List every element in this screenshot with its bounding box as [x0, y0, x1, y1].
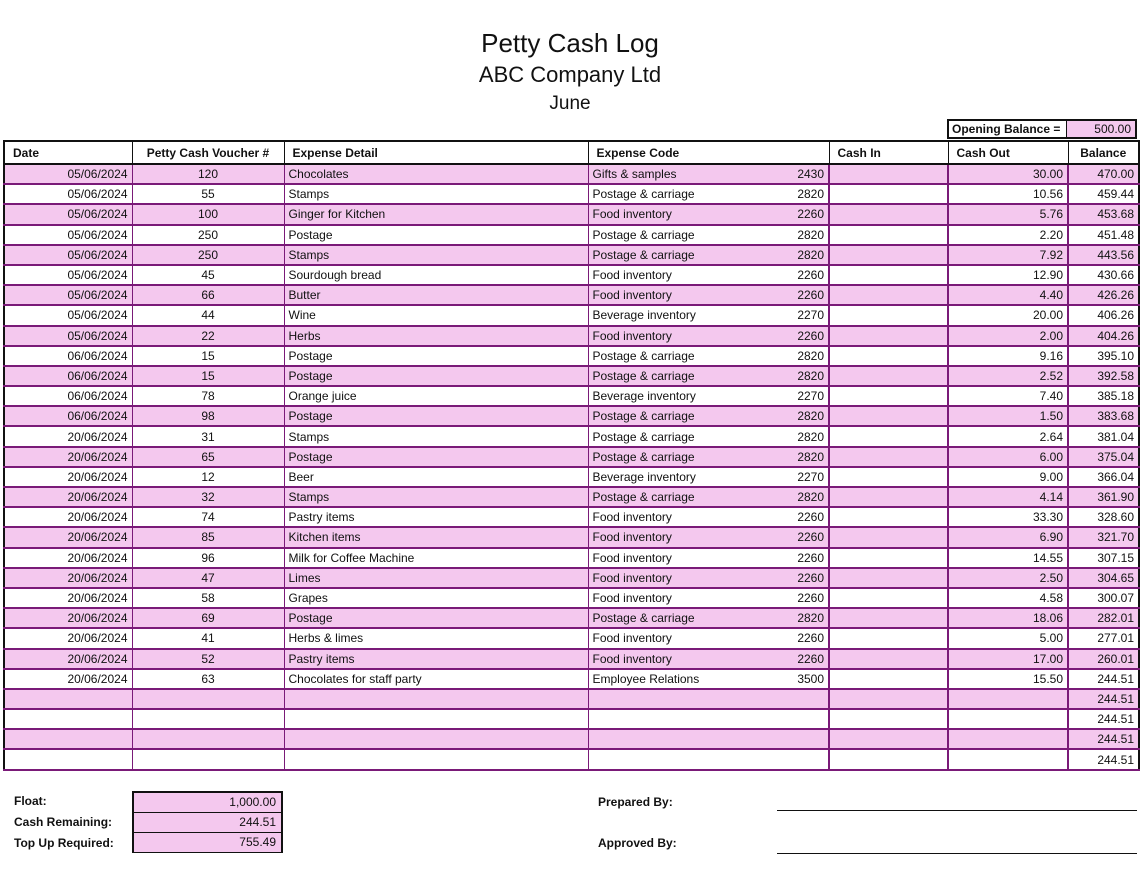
cell-balance: 470.00 — [1068, 164, 1139, 184]
cell-cash-out: 17.00 — [948, 649, 1068, 669]
cell-date: 20/06/2024 — [4, 426, 132, 446]
cell-detail — [284, 709, 588, 729]
table-body — [4, 164, 1139, 770]
prepared-by-line — [777, 810, 1137, 811]
cash-remaining-value: 244.51 — [134, 813, 281, 833]
cell-expense-code: 2260 — [778, 649, 829, 669]
cell-cash-in — [829, 467, 948, 487]
cell-expense-category: Food inventory — [588, 204, 778, 224]
cell-cash-out: 2.52 — [948, 366, 1068, 386]
cell-cash-out: 2.50 — [948, 568, 1068, 588]
cell-voucher: 58 — [132, 588, 284, 608]
cell-expense-category: Postage & carriage — [588, 225, 778, 245]
cell-expense-code: 2820 — [778, 608, 829, 628]
cell-expense-code: 2820 — [778, 487, 829, 507]
table-row — [4, 386, 1139, 406]
cell-voucher: 98 — [132, 406, 284, 426]
cell-detail: Stamps — [284, 487, 588, 507]
cell-voucher: 96 — [132, 548, 284, 568]
cell-expense-code: 2820 — [778, 346, 829, 366]
col-header-code: Expense Code — [588, 141, 829, 164]
cell-expense-code: 2260 — [778, 548, 829, 568]
cell-detail: Orange juice — [284, 386, 588, 406]
cell-cash-out: 9.16 — [948, 346, 1068, 366]
cell-detail — [284, 689, 588, 709]
cell-date: 20/06/2024 — [4, 527, 132, 547]
cell-cash-in — [829, 426, 948, 446]
cell-cash-in — [829, 487, 948, 507]
cell-expense-code: 2260 — [778, 265, 829, 285]
cell-cash-out: 4.14 — [948, 487, 1068, 507]
table-row — [4, 326, 1139, 346]
cell-expense-category: Food inventory — [588, 527, 778, 547]
cell-expense-category: Beverage inventory — [588, 386, 778, 406]
cell-cash-out: 18.06 — [948, 608, 1068, 628]
cell-balance: 244.51 — [1068, 709, 1139, 729]
cell-expense-code: 2820 — [778, 245, 829, 265]
cell-expense-category: Postage & carriage — [588, 366, 778, 386]
cell-date: 05/06/2024 — [4, 184, 132, 204]
cell-expense-code: 2260 — [778, 507, 829, 527]
cell-balance: 277.01 — [1068, 628, 1139, 648]
cell-balance: 406.26 — [1068, 305, 1139, 325]
cell-balance: 244.51 — [1068, 669, 1139, 689]
cell-detail: Stamps — [284, 245, 588, 265]
col-header-cash-in: Cash In — [829, 141, 948, 164]
cell-cash-in — [829, 568, 948, 588]
cash-remaining-label: Cash Remaining: — [14, 815, 113, 829]
cell-cash-out: 5.00 — [948, 628, 1068, 648]
cell-voucher — [132, 749, 284, 769]
cell-expense-category: Postage & carriage — [588, 447, 778, 467]
float-value: 1,000.00 — [134, 793, 281, 813]
cell-expense-category: Beverage inventory — [588, 305, 778, 325]
table-row — [4, 487, 1139, 507]
top-up-label: Top Up Required: — [14, 836, 114, 850]
cell-voucher: 78 — [132, 386, 284, 406]
cell-cash-out — [948, 729, 1068, 749]
cell-detail: Butter — [284, 285, 588, 305]
cell-voucher — [132, 709, 284, 729]
cell-balance: 426.26 — [1068, 285, 1139, 305]
col-header-balance: Balance — [1068, 141, 1139, 164]
cell-detail: Wine — [284, 305, 588, 325]
cell-balance: 244.51 — [1068, 729, 1139, 749]
cell-voucher: 250 — [132, 225, 284, 245]
cell-date: 20/06/2024 — [4, 467, 132, 487]
cell-expense-code: 2820 — [778, 366, 829, 386]
cell-expense-category: Employee Relations — [588, 669, 778, 689]
cell-cash-in — [829, 346, 948, 366]
cell-expense-category: Postage & carriage — [588, 346, 778, 366]
cell-detail: Ginger for Kitchen — [284, 204, 588, 224]
cell-balance: 244.51 — [1068, 689, 1139, 709]
table-row — [4, 749, 1139, 769]
table-row — [4, 305, 1139, 325]
cell-voucher: 32 — [132, 487, 284, 507]
cell-voucher: 66 — [132, 285, 284, 305]
report-month: June — [549, 93, 591, 114]
cell-voucher: 69 — [132, 608, 284, 628]
cell-balance: 260.01 — [1068, 649, 1139, 669]
cell-cash-out: 6.00 — [948, 447, 1068, 467]
col-header-cash-out: Cash Out — [948, 141, 1068, 164]
cell-date: 05/06/2024 — [4, 245, 132, 265]
company-name: ABC Company Ltd — [478, 62, 662, 87]
cell-cash-out: 15.50 — [948, 669, 1068, 689]
cell-expense-category: Food inventory — [588, 628, 778, 648]
cell-cash-in — [829, 669, 948, 689]
cell-date: 20/06/2024 — [4, 669, 132, 689]
cell-cash-out: 5.76 — [948, 204, 1068, 224]
cell-date: 20/06/2024 — [4, 487, 132, 507]
cell-expense-category — [588, 709, 778, 729]
cell-balance: 321.70 — [1068, 527, 1139, 547]
cell-date: 20/06/2024 — [4, 548, 132, 568]
cell-expense-category: Postage & carriage — [588, 426, 778, 446]
cell-detail: Limes — [284, 568, 588, 588]
cell-voucher: 74 — [132, 507, 284, 527]
cell-cash-in — [829, 749, 948, 769]
cell-cash-out: 2.64 — [948, 426, 1068, 446]
cell-detail: Stamps — [284, 184, 588, 204]
cell-detail: Postage — [284, 346, 588, 366]
cell-cash-out: 6.90 — [948, 527, 1068, 547]
cell-cash-in — [829, 527, 948, 547]
cell-cash-out: 30.00 — [948, 164, 1068, 184]
cell-cash-in — [829, 285, 948, 305]
cell-cash-in — [829, 184, 948, 204]
cell-expense-category: Food inventory — [588, 568, 778, 588]
cell-balance: 282.01 — [1068, 608, 1139, 628]
cell-expense-code: 2260 — [778, 527, 829, 547]
cell-expense-category — [588, 729, 778, 749]
cell-balance: 361.90 — [1068, 487, 1139, 507]
cell-balance: 381.04 — [1068, 426, 1139, 446]
cell-cash-in — [829, 709, 948, 729]
cell-cash-out — [948, 749, 1068, 769]
approved-by-line — [777, 853, 1137, 854]
cell-date: 06/06/2024 — [4, 346, 132, 366]
cell-cash-out: 2.20 — [948, 225, 1068, 245]
cell-date: 05/06/2024 — [4, 265, 132, 285]
cell-cash-in — [829, 447, 948, 467]
table-row — [4, 608, 1139, 628]
cell-date: 20/06/2024 — [4, 568, 132, 588]
cell-expense-category — [588, 749, 778, 769]
table-row — [4, 366, 1139, 386]
float-label: Float: — [14, 794, 47, 808]
cell-cash-in — [829, 608, 948, 628]
cell-cash-in — [829, 326, 948, 346]
col-header-detail: Expense Detail — [284, 141, 588, 164]
cell-expense-code: 2260 — [778, 204, 829, 224]
table-row — [4, 184, 1139, 204]
cell-cash-out: 9.00 — [948, 467, 1068, 487]
cell-cash-in — [829, 588, 948, 608]
cell-date: 05/06/2024 — [4, 204, 132, 224]
cell-cash-out: 33.30 — [948, 507, 1068, 527]
cell-expense-category: Postage & carriage — [588, 406, 778, 426]
cell-date: 06/06/2024 — [4, 386, 132, 406]
cell-cash-in — [829, 689, 948, 709]
cell-expense-code — [778, 749, 829, 769]
table-row — [4, 669, 1139, 689]
cell-voucher: 47 — [132, 568, 284, 588]
cell-expense-category: Postage & carriage — [588, 608, 778, 628]
cell-balance: 385.18 — [1068, 386, 1139, 406]
cell-date: 20/06/2024 — [4, 507, 132, 527]
cell-detail: Postage — [284, 447, 588, 467]
cell-date: 05/06/2024 — [4, 285, 132, 305]
cell-voucher: 250 — [132, 245, 284, 265]
cell-detail: Chocolates for staff party — [284, 669, 588, 689]
cell-detail — [284, 749, 588, 769]
table-row — [4, 548, 1139, 568]
col-header-date: Date — [4, 141, 132, 164]
cell-voucher: 12 — [132, 467, 284, 487]
cell-voucher: 15 — [132, 346, 284, 366]
opening-balance-label: Opening Balance = — [947, 119, 1067, 139]
cell-expense-category: Food inventory — [588, 507, 778, 527]
opening-balance-value: 500.00 — [1067, 119, 1137, 139]
cell-date — [4, 749, 132, 769]
cell-expense-code: 2270 — [778, 386, 829, 406]
cell-date: 06/06/2024 — [4, 366, 132, 386]
cell-cash-in — [829, 406, 948, 426]
cell-expense-category: Beverage inventory — [588, 467, 778, 487]
cell-detail: Postage — [284, 366, 588, 386]
table-row — [4, 406, 1139, 426]
cell-cash-out: 12.90 — [948, 265, 1068, 285]
cell-balance: 395.10 — [1068, 346, 1139, 366]
cell-voucher — [132, 689, 284, 709]
cell-voucher: 55 — [132, 184, 284, 204]
cell-detail: Pastry items — [284, 649, 588, 669]
cell-expense-category — [588, 689, 778, 709]
table-row — [4, 507, 1139, 527]
cell-cash-out: 7.40 — [948, 386, 1068, 406]
cell-voucher: 85 — [132, 527, 284, 547]
cell-expense-code: 2260 — [778, 628, 829, 648]
table-row — [4, 527, 1139, 547]
cell-expense-code: 2270 — [778, 467, 829, 487]
table-row — [4, 285, 1139, 305]
table-row — [4, 245, 1139, 265]
cell-expense-code: 2820 — [778, 225, 829, 245]
cell-cash-out — [948, 689, 1068, 709]
col-header-voucher: Petty Cash Voucher # — [132, 141, 284, 164]
table-row — [4, 467, 1139, 487]
cell-cash-out: 2.00 — [948, 326, 1068, 346]
cell-expense-code — [778, 709, 829, 729]
top-up-value: 755.49 — [134, 833, 281, 852]
cell-balance: 404.26 — [1068, 326, 1139, 346]
cell-detail — [284, 729, 588, 749]
cell-cash-in — [829, 225, 948, 245]
cell-expense-category: Food inventory — [588, 326, 778, 346]
table-row — [4, 265, 1139, 285]
cell-cash-out: 10.56 — [948, 184, 1068, 204]
cell-voucher: 120 — [132, 164, 284, 184]
cell-expense-code: 2270 — [778, 305, 829, 325]
cell-balance: 304.65 — [1068, 568, 1139, 588]
cell-voucher: 63 — [132, 669, 284, 689]
cell-date: 20/06/2024 — [4, 608, 132, 628]
cell-detail: Chocolates — [284, 164, 588, 184]
cell-date: 20/06/2024 — [4, 628, 132, 648]
cell-date: 20/06/2024 — [4, 447, 132, 467]
table-row — [4, 346, 1139, 366]
cell-voucher: 100 — [132, 204, 284, 224]
cell-expense-code: 2430 — [778, 164, 829, 184]
cell-expense-code: 2260 — [778, 285, 829, 305]
cell-detail: Herbs & limes — [284, 628, 588, 648]
cell-expense-category: Food inventory — [588, 285, 778, 305]
cell-cash-out — [948, 709, 1068, 729]
cell-date: 05/06/2024 — [4, 164, 132, 184]
table-row — [4, 628, 1139, 648]
cell-detail: Milk for Coffee Machine — [284, 548, 588, 568]
cell-voucher: 22 — [132, 326, 284, 346]
cell-expense-code: 2260 — [778, 326, 829, 346]
table-row — [4, 709, 1139, 729]
cell-balance: 366.04 — [1068, 467, 1139, 487]
cell-balance: 328.60 — [1068, 507, 1139, 527]
cell-cash-out: 4.40 — [948, 285, 1068, 305]
petty-cash-table — [3, 140, 1140, 771]
cell-balance: 430.66 — [1068, 265, 1139, 285]
cell-cash-in — [829, 386, 948, 406]
cell-voucher: 65 — [132, 447, 284, 467]
cell-detail: Herbs — [284, 326, 588, 346]
cell-voucher: 41 — [132, 628, 284, 648]
table-row — [4, 164, 1139, 184]
cell-cash-in — [829, 305, 948, 325]
cell-expense-code — [778, 729, 829, 749]
cell-expense-category: Food inventory — [588, 548, 778, 568]
cell-balance: 383.68 — [1068, 406, 1139, 426]
cell-cash-in — [829, 729, 948, 749]
cell-balance: 453.68 — [1068, 204, 1139, 224]
cell-cash-in — [829, 628, 948, 648]
cell-expense-code: 2260 — [778, 568, 829, 588]
cell-expense-category: Food inventory — [588, 265, 778, 285]
cell-detail: Stamps — [284, 426, 588, 446]
cell-cash-in — [829, 649, 948, 669]
table-row — [4, 447, 1139, 467]
table-row — [4, 426, 1139, 446]
cell-balance: 459.44 — [1068, 184, 1139, 204]
table-row — [4, 729, 1139, 749]
table-row — [4, 204, 1139, 224]
cell-cash-in — [829, 507, 948, 527]
cell-date — [4, 709, 132, 729]
cell-cash-in — [829, 245, 948, 265]
prepared-by-label: Prepared By: — [598, 795, 673, 809]
table-row — [4, 568, 1139, 588]
cell-expense-code: 2820 — [778, 184, 829, 204]
cell-expense-code: 2260 — [778, 588, 829, 608]
table-row — [4, 689, 1139, 709]
cell-voucher: 15 — [132, 366, 284, 386]
cell-balance: 392.58 — [1068, 366, 1139, 386]
table-header-row — [4, 141, 1139, 164]
cell-expense-category: Gifts & samples — [588, 164, 778, 184]
cell-detail: Kitchen items — [284, 527, 588, 547]
cell-detail: Sourdough bread — [284, 265, 588, 285]
summary-box — [132, 791, 283, 853]
cell-voucher: 45 — [132, 265, 284, 285]
cell-cash-out: 14.55 — [948, 548, 1068, 568]
cell-date — [4, 729, 132, 749]
cell-detail: Postage — [284, 225, 588, 245]
cell-date: 20/06/2024 — [4, 588, 132, 608]
cell-detail: Postage — [284, 608, 588, 628]
table-row — [4, 588, 1139, 608]
cell-expense-code: 2820 — [778, 447, 829, 467]
page-title: Petty Cash Log — [481, 28, 659, 58]
approved-by-label: Approved By: — [598, 836, 677, 850]
table-row — [4, 649, 1139, 669]
cell-date: 05/06/2024 — [4, 305, 132, 325]
cell-voucher — [132, 729, 284, 749]
cell-cash-in — [829, 548, 948, 568]
cell-detail: Grapes — [284, 588, 588, 608]
cell-balance: 375.04 — [1068, 447, 1139, 467]
cell-expense-code: 2820 — [778, 406, 829, 426]
cell-date: 05/06/2024 — [4, 225, 132, 245]
cell-detail: Beer — [284, 467, 588, 487]
cell-balance: 307.15 — [1068, 548, 1139, 568]
cell-expense-category: Postage & carriage — [588, 184, 778, 204]
cell-cash-out: 1.50 — [948, 406, 1068, 426]
cell-cash-in — [829, 164, 948, 184]
cell-date: 20/06/2024 — [4, 649, 132, 669]
cell-voucher: 44 — [132, 305, 284, 325]
cell-date — [4, 689, 132, 709]
cell-balance: 244.51 — [1068, 749, 1139, 769]
cell-cash-in — [829, 204, 948, 224]
cell-balance: 451.48 — [1068, 225, 1139, 245]
cell-cash-out: 7.92 — [948, 245, 1068, 265]
table-row — [4, 225, 1139, 245]
cell-expense-category: Food inventory — [588, 649, 778, 669]
cell-cash-out: 4.58 — [948, 588, 1068, 608]
cell-expense-code: 2820 — [778, 426, 829, 446]
cell-cash-in — [829, 366, 948, 386]
cell-expense-category: Postage & carriage — [588, 487, 778, 507]
cell-detail: Postage — [284, 406, 588, 426]
cell-expense-code — [778, 689, 829, 709]
cell-cash-out: 20.00 — [948, 305, 1068, 325]
cell-detail: Pastry items — [284, 507, 588, 527]
cell-expense-code: 3500 — [778, 669, 829, 689]
cell-voucher: 52 — [132, 649, 284, 669]
cell-cash-in — [829, 265, 948, 285]
cell-date: 06/06/2024 — [4, 406, 132, 426]
cell-expense-category: Food inventory — [588, 588, 778, 608]
cell-balance: 300.07 — [1068, 588, 1139, 608]
cell-date: 05/06/2024 — [4, 326, 132, 346]
cell-voucher: 31 — [132, 426, 284, 446]
cell-balance: 443.56 — [1068, 245, 1139, 265]
cell-expense-category: Postage & carriage — [588, 245, 778, 265]
